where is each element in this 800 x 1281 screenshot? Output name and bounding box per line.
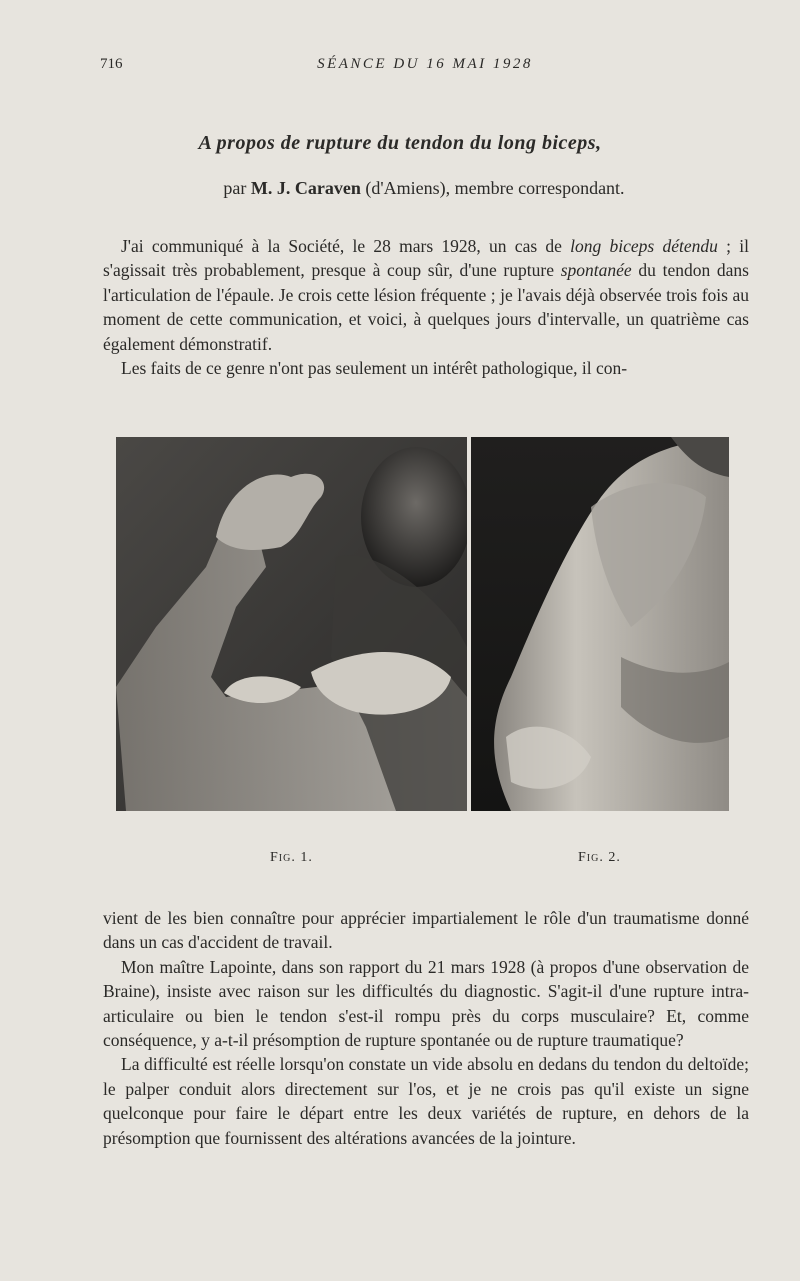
paragraph-3: vient de les bien connaître pour apprécier impartialement le rôle d'un traumatisme donné dans un cas d'accident de travail. bbox=[103, 908, 749, 953]
paragraph-5: La difficulté est réelle lorsqu'on constate un vide absolu en dedans du tendon du deltoïde; le palper conduit alors directement sur l'os, et je ne crois pas qu'il existe un signe quelconque pour faire le départ entre les deux variétés de rupture, en dehors de la présomption que fournissent des altérations avancées de la jointure. bbox=[103, 1054, 749, 1148]
figure-2-caption: Fig. 2. bbox=[578, 850, 621, 865]
byline-prefix: par bbox=[223, 178, 247, 198]
body-text-before-figures bbox=[103, 234, 749, 380]
paragraph-1-part-5: du tendon dans l'articulation de l'épaule. Je crois cette lésion fréquente ; je l'avais déjà observée trois fois au moment de cette communication, et voici, à quelques jours d'intervalle, un quatrième cas également démonstratif. bbox=[103, 260, 749, 354]
running-title: SÉANCE DU 16 MAI 1928 bbox=[317, 56, 533, 72]
paragraph-1-part-3: ; il s'agissait très probablement, presque à coup sûr, d'une rupture bbox=[103, 236, 749, 281]
paragraph-2: Les faits de ce genre n'ont pas seulement un intérêt pathologique, il con- bbox=[121, 358, 628, 379]
figure-1-photo bbox=[116, 437, 467, 811]
page-number: 716 bbox=[100, 56, 123, 72]
paragraph-4: Mon maître Lapointe, dans son rapport du 21 mars 1928 (à propos d'une observation de Braine), insiste avec raison sur les difficultés du diagnostic. S'agit-il d'une rupture intra-articulaire ou bien le tendon s'est-il rompu près du corps musculaire? Et, comme conséquence, y a-t-il présomption de rupture spontanée ou de rupture traumatique? bbox=[103, 956, 749, 1051]
byline-author: M. J. Caraven bbox=[250, 178, 361, 198]
figure-2-image bbox=[471, 437, 729, 811]
emphasis-spontanee: spontanée bbox=[560, 260, 632, 281]
paragraph-1-part-1: J'ai communiqué à la Société, le 28 mars 1928, un cas de bbox=[121, 236, 571, 256]
paragraph-1 bbox=[103, 234, 749, 356]
running-head bbox=[100, 56, 750, 80]
emphasis-long-biceps: long biceps détendu bbox=[570, 236, 718, 256]
body-text-after-figures bbox=[103, 906, 749, 1150]
figure-plate bbox=[116, 437, 729, 811]
byline bbox=[0, 178, 800, 199]
figure-2-photo bbox=[471, 437, 729, 811]
article-title: A propos de rupture du tendon du long biceps, bbox=[198, 132, 602, 154]
byline-suffix: (d'Amiens), membre correspondant. bbox=[365, 178, 625, 198]
figure-1-caption: Fig. 1. bbox=[270, 850, 313, 865]
figure-1-image bbox=[116, 437, 467, 811]
